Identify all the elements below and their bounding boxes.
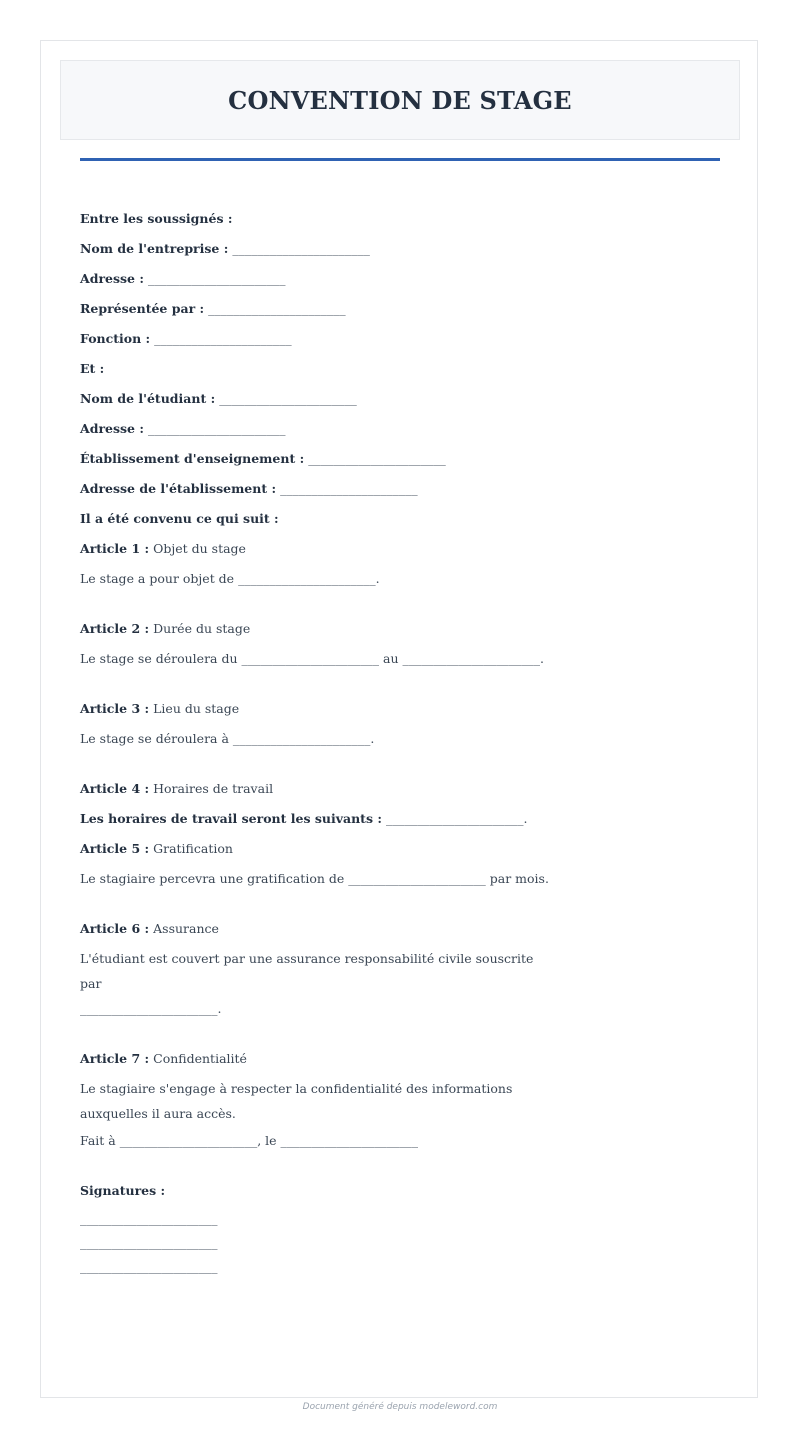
document-page: [40, 40, 758, 1398]
function-blank[interactable]: ______________________: [154, 331, 292, 346]
article-4-heading: Article 4 : Horaires de travail: [80, 781, 274, 796]
article-7-text: Le stagiaire s'engage à respecter la confidentialité des informations auxquelles il aura accès.: [80, 1081, 513, 1121]
signature-line-1[interactable]: ______________________: [80, 1211, 218, 1226]
article-7-heading: Article 7 : Confidentialité: [80, 1051, 247, 1066]
article-2-heading: Article 2 : Durée du stage: [80, 621, 251, 636]
function-field: Fonction : ______________________: [80, 331, 292, 346]
article-6-text: L'étudiant est couvert par une assurance responsabilité civile souscrite par ______________________.: [80, 951, 534, 1016]
and-label: Et :: [80, 361, 105, 376]
start-date-blank[interactable]: ______________________: [241, 651, 380, 666]
school-field: Établissement d'enseignement : ______________________: [80, 451, 446, 466]
gratification-blank[interactable]: ______________________: [348, 871, 486, 886]
article-1-blank[interactable]: ______________________: [238, 571, 376, 586]
student-field: Nom de l'étudiant : ______________________: [80, 391, 357, 406]
school-address-blank[interactable]: ______________________: [280, 481, 418, 496]
article-3-text: Le stage se déroulera à ______________________.: [80, 731, 375, 746]
article-5-text: Le stagiaire percevra une gratification de ______________________ par mois.: [80, 871, 549, 886]
represented-blank[interactable]: ______________________: [208, 301, 346, 316]
title-rule: [80, 158, 720, 161]
signature-line-3[interactable]: ______________________: [80, 1259, 218, 1274]
article-1-text: Le stage a pour objet de ______________________.: [80, 571, 380, 586]
done-at-blank[interactable]: ______________________: [119, 1133, 258, 1148]
company-blank[interactable]: ______________________: [232, 241, 370, 256]
student-address-field: Adresse : ______________________: [80, 421, 286, 436]
article-3-heading: Article 3 : Lieu du stage: [80, 701, 240, 716]
date-blank[interactable]: ______________________: [280, 1133, 419, 1148]
school-blank[interactable]: ______________________: [308, 451, 446, 466]
insurance-blank[interactable]: ______________________: [80, 1001, 218, 1016]
article-6-heading: Article 6 : Assurance: [80, 921, 219, 936]
hours-blank[interactable]: ______________________: [385, 811, 524, 826]
page-title: CONVENTION DE STAGE: [228, 85, 572, 115]
signatures-label: Signatures :: [80, 1183, 166, 1198]
article-1-heading: Article 1 : Objet du stage: [80, 541, 246, 556]
done-at-line: Fait à ______________________, le ______________________: [80, 1133, 419, 1148]
represented-field: Représentée par : ______________________: [80, 301, 346, 316]
footer-credit: Document généré depuis modeleword.com: [302, 1402, 498, 1412]
company-address-field: Adresse : ______________________: [80, 271, 286, 286]
location-blank[interactable]: ______________________: [232, 731, 371, 746]
title-box: [60, 60, 740, 140]
parties-intro: Entre les soussignés :: [80, 211, 233, 226]
school-address-field: Adresse de l'établissement : ______________________: [80, 481, 418, 496]
company-field: Nom de l'entreprise : ______________________: [80, 241, 370, 256]
document-body: [80, 209, 720, 1279]
student-blank[interactable]: ______________________: [219, 391, 357, 406]
end-date-blank[interactable]: ______________________: [402, 651, 540, 666]
agreed-label: Il a été convenu ce qui suit :: [80, 511, 279, 526]
company-address-blank[interactable]: ______________________: [147, 271, 286, 286]
signature-line-2[interactable]: ______________________: [80, 1235, 218, 1250]
signature-lines: [80, 1207, 720, 1279]
article-2-text: Le stage se déroulera du ______________________ au ______________________.: [80, 651, 544, 666]
article-4-text: Les horaires de travail seront les suivants : ______________________.: [80, 811, 528, 826]
article-5-heading: Article 5 : Gratification: [80, 841, 233, 856]
student-address-blank[interactable]: ______________________: [147, 421, 286, 436]
